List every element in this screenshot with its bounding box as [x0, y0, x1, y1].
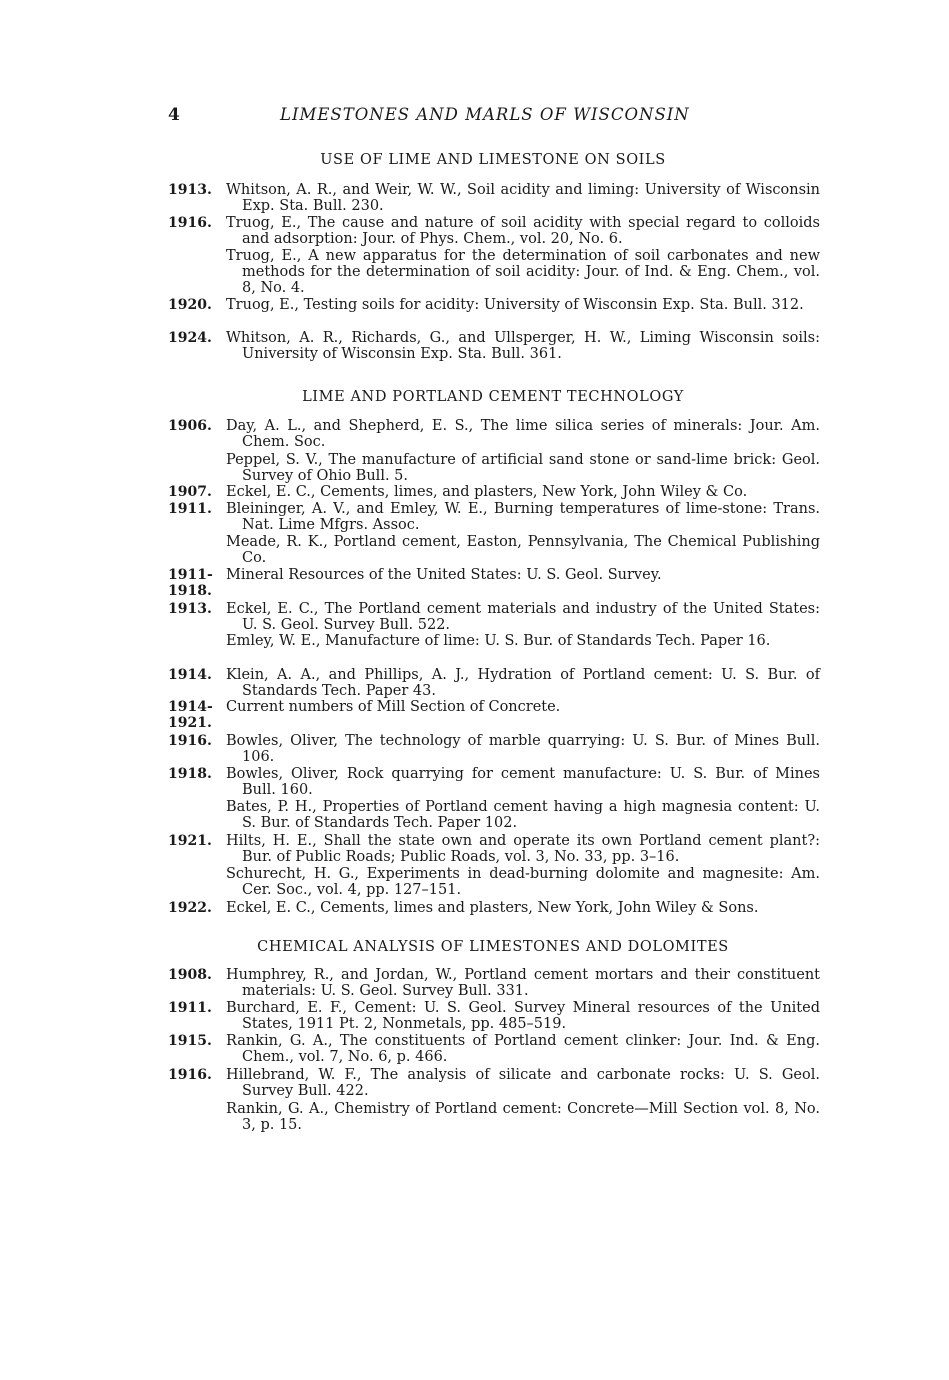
entry-year	[168, 1000, 222, 1016]
entry-citation: Whitson, A. R., and Weir, W. W., Soil acidity and liming: University of Wisconsin Exp. Sta. Bull. 230.	[226, 182, 820, 214]
entry-year	[168, 900, 222, 916]
year-label: 1913.	[168, 601, 212, 617]
bibliography-entry	[168, 297, 820, 313]
running-title: LIMESTONES AND MARLS OF WISCONSIN	[280, 105, 690, 124]
year-label: 1914.	[168, 667, 212, 683]
year-label: 1921.	[168, 833, 212, 849]
entry-citation: Whitson, A. R., Richards, G., and Ullsperger, H. W., Liming Wisconsin soils: University of Wisconsin Exp. Sta. Bull. 361.	[226, 330, 820, 362]
year-label: 1922.	[168, 900, 212, 916]
entry-citation: Bleininger, A. V., and Emley, W. E., Burning temperatures of lime-stone: Trans. Nat. Lime Mfgrs. Assoc.	[226, 501, 820, 533]
year-label: 1911-	[168, 567, 213, 583]
entry-citation: Mineral Resources of the United States: U. S. Geol. Survey.	[226, 567, 662, 583]
bibliography-entry	[168, 1101, 820, 1133]
bibliography-entry	[168, 633, 820, 649]
entry-year	[168, 601, 222, 617]
year-label: 1916.	[168, 215, 212, 231]
year-label: 1913.	[168, 182, 212, 198]
bibliography-entry	[168, 866, 820, 898]
entry-citation: Eckel, E. C., The Portland cement materials and industry of the United States: U. S. Geol. Survey Bull. 522.	[226, 601, 820, 633]
year-label: 1916.	[168, 1067, 212, 1083]
bibliography-entry	[168, 1000, 820, 1032]
bibliography-entry	[168, 567, 820, 599]
running-head	[168, 105, 818, 127]
entry-citation: Humphrey, R., and Jordan, W., Portland cement mortars and their constituent materials: U. S. Geol. Survey Bull. 331.	[226, 967, 820, 999]
year-label: 1911.	[168, 1000, 212, 1016]
section-heading: USE OF LIME AND LIMESTONE ON SOILS	[320, 152, 666, 168]
entry-year	[168, 967, 222, 983]
entry-citation: Schurecht, H. G., Experiments in dead-burning dolomite and magnesite: Am. Cer. Soc., vol. 4, pp. 127–151.	[226, 866, 820, 898]
bibliography-entry	[168, 733, 820, 765]
entry-year	[168, 418, 222, 434]
entry-citation: Truog, E., Testing soils for acidity: University of Wisconsin Exp. Sta. Bull. 312.	[226, 297, 804, 313]
entry-year	[168, 833, 222, 849]
year-label: 1918.	[168, 583, 212, 599]
bibliography-entry	[168, 452, 820, 484]
entry-year	[168, 733, 222, 749]
bibliography-entry	[168, 601, 820, 633]
bibliography-entry	[168, 330, 820, 362]
entry-citation: Emley, W. E., Manufacture of lime: U. S. Bur. of Standards Tech. Paper 16.	[226, 633, 771, 649]
bibliography-entry	[168, 182, 820, 214]
bibliography-entry	[168, 1067, 820, 1099]
year-label: 1907.	[168, 484, 212, 500]
entry-year	[168, 330, 222, 346]
bibliography-entry	[168, 501, 820, 533]
entry-year	[168, 567, 222, 599]
year-label: 1924.	[168, 330, 212, 346]
bibliography-entry	[168, 699, 820, 731]
bibliography-entry	[168, 215, 820, 247]
bibliography-entry	[168, 833, 820, 865]
entry-year	[168, 1067, 222, 1083]
entry-citation: Current numbers of Mill Section of Concrete.	[226, 699, 561, 715]
entry-citation: Hilts, H. E., Shall the state own and operate its own Portland cement plant?: Bur. of Public Roads; Public Roads, vol. 3, No. 33, pp. 3–16.	[226, 833, 820, 865]
year-label: 1920.	[168, 297, 212, 313]
entry-citation: Rankin, G. A., The constituents of Portland cement clinker: Jour. Ind. & Eng. Chem., vol. 7, No. 6, p. 466.	[226, 1033, 820, 1065]
bibliography-entry	[168, 534, 820, 566]
bibliography-entry	[168, 766, 820, 798]
entry-citation: Eckel, E. C., Cements, limes, and plasters, New York, John Wiley & Co.	[226, 484, 748, 500]
year-label: 1921.	[168, 715, 212, 731]
entry-year	[168, 667, 222, 683]
entry-year	[168, 182, 222, 198]
entry-citation: Eckel, E. C., Cements, limes and plasters, New York, John Wiley & Sons.	[226, 900, 759, 916]
bibliography-entry	[168, 248, 820, 296]
bibliography-entry	[168, 799, 820, 831]
bibliography-entry	[168, 484, 820, 500]
entry-year	[168, 484, 222, 500]
entry-citation: Klein, A. A., and Phillips, A. J., Hydration of Portland cement: U. S. Bur. of Standards Tech. Paper 43.	[226, 667, 820, 699]
bibliography-entry	[168, 1033, 820, 1065]
year-label: 1914-	[168, 699, 213, 715]
year-label: 1911.	[168, 501, 212, 517]
year-label: 1908.	[168, 967, 212, 983]
entry-year	[168, 501, 222, 517]
section-heading: CHEMICAL ANALYSIS OF LIMESTONES AND DOLOMITES	[257, 939, 729, 955]
section-heading: LIME AND PORTLAND CEMENT TECHNOLOGY	[302, 389, 684, 405]
entry-year	[168, 1033, 222, 1049]
bibliography-entry	[168, 900, 820, 916]
entry-citation: Bowles, Oliver, The technology of marble quarrying: U. S. Bur. of Mines Bull. 106.	[226, 733, 820, 765]
entry-citation: Burchard, E. F., Cement: U. S. Geol. Survey Mineral resources of the United States, 1911 Pt. 2, Nonmetals, pp. 485–519.	[226, 1000, 820, 1032]
entry-citation: Truog, E., A new apparatus for the determination of soil carbonates and new methods for the determination of soil acidity: Jour. of Ind. & Eng. Chem., vol. 8, No. 4.	[226, 248, 820, 296]
year-label: 1906.	[168, 418, 212, 434]
entry-year	[168, 699, 222, 731]
entry-citation: Day, A. L., and Shepherd, E. S., The lime silica series of minerals: Jour. Am. Chem. Soc.	[226, 418, 820, 450]
bibliography-entry	[168, 418, 820, 450]
page-number: 4	[168, 105, 180, 125]
bibliography-entry	[168, 967, 820, 999]
entry-year	[168, 297, 222, 313]
bibliography-entry	[168, 667, 820, 699]
entry-citation: Hillebrand, W. F., The analysis of silicate and carbonate rocks: U. S. Geol. Survey Bull. 422.	[226, 1067, 820, 1099]
year-label: 1916.	[168, 733, 212, 749]
entry-citation: Bowles, Oliver, Rock quarrying for cement manufacture: U. S. Bur. of Mines Bull. 160.	[226, 766, 820, 798]
year-label: 1915.	[168, 1033, 212, 1049]
entry-citation: Meade, R. K., Portland cement, Easton, Pennsylvania, The Chemical Publishing Co.	[226, 534, 820, 566]
year-label: 1918.	[168, 766, 212, 782]
entry-citation: Peppel, S. V., The manufacture of artificial sand stone or sand-lime brick: Geol. Survey of Ohio Bull. 5.	[226, 452, 820, 484]
entry-year	[168, 215, 222, 231]
entry-citation: Rankin, G. A., Chemistry of Portland cement: Concrete—Mill Section vol. 8, No. 3, p. 15.	[226, 1101, 820, 1133]
entry-citation: Bates, P. H., Properties of Portland cement having a high magnesia content: U. S. Bur. of Standards Tech. Paper 102.	[226, 799, 820, 831]
entry-citation: Truog, E., The cause and nature of soil acidity with special regard to colloids and adsorption: Jour. of Phys. Chem., vol. 20, No. 6.	[226, 215, 820, 247]
entry-year	[168, 766, 222, 782]
